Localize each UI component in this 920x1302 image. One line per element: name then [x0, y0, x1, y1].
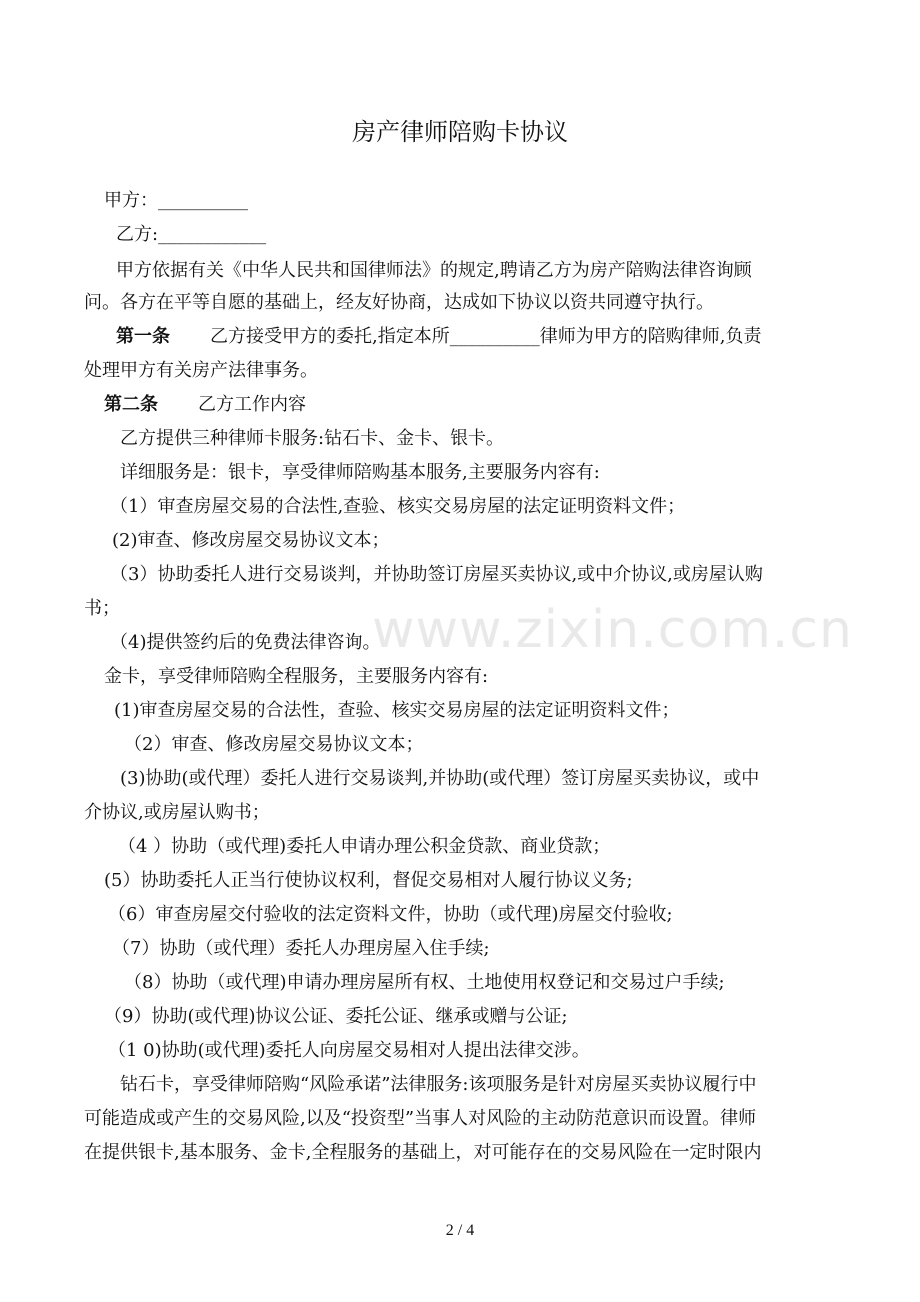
- silver-item-2: (2)审查、修改房屋交易协议文本；: [112, 530, 390, 551]
- gold-item-3-line-2: 介协议,或房屋认购书；: [84, 802, 270, 823]
- gold-item-2: （2）审查、修改房屋交易协议文本；: [124, 734, 424, 755]
- party-b-line: 乙方:____________: [116, 224, 267, 245]
- article-1-line-1: [0, 324, 920, 350]
- gold-item-7: （7）协助（或代理）委托人办理房屋入住手续;: [112, 938, 490, 959]
- gold-card-intro: 金卡，享受律师陪购全程服务，主要服务内容有:: [104, 666, 489, 687]
- document-title: 房产律师陪购卡协议: [352, 118, 568, 146]
- article-2-label: 第二条: [104, 394, 158, 415]
- intro-paragraph-line-2: 问。各方在平等自愿的基础上，经友好协商，达成如下协议以资共同遵守执行。: [84, 292, 714, 313]
- silver-card-intro: 详细服务是：银卡，享受律师陪购基本服务,主要服务内容有:: [120, 462, 600, 483]
- watermark: www.zixin.com.cn: [372, 600, 853, 660]
- gold-item-3-line-1: (3)协助(或代理）委托人进行交易谈判,并协助(或代理）签订房屋买卖协议，或中: [120, 768, 760, 789]
- intro-paragraph-line-1: 甲方依据有关《中华人民共和国律师法》的规定,聘请乙方为房产陪购法律咨询顾: [116, 260, 752, 281]
- article-2-text: 乙方工作内容: [198, 394, 306, 415]
- silver-item-3-line-2: 书；: [84, 598, 120, 619]
- gold-item-10: （1 0)协助(或代理)委托人向房屋交易相对人提出法律交涉。: [108, 1040, 590, 1061]
- diamond-card-line-1: 钻石卡，享受律师陪购“风险承诺”法律服务:该项服务是针对房屋买卖协议履行中: [120, 1074, 757, 1095]
- silver-item-1: （1）审查房屋交易的合法性,查验、核实交易房屋的法定证明资料文件；: [110, 496, 686, 517]
- gold-item-9: （9）协助(或代理)协议公证、委托公证、继承或赠与公证;: [104, 1006, 568, 1027]
- page-number: 2 / 4: [445, 1222, 475, 1239]
- gold-item-8: （8）协助（或代理)申请办理房屋所有权、土地使用权登记和交易过户手续;: [124, 972, 725, 993]
- article-1-text: 乙方接受甲方的委托,指定本所__________律师为甲方的陪购律师,负责: [210, 326, 762, 347]
- silver-item-4: （4)提供签约后的免费法律咨询。: [110, 632, 381, 653]
- gold-item-6: （6）审查房屋交付验收的法定资料文件，协助（或代理)房屋交付验收;: [108, 904, 673, 925]
- article-2-line: [0, 392, 920, 418]
- diamond-card-line-3: 在提供银卡,基本服务、金卡,全程服务的基础上，对可能存在的交易风险在一定时限内: [84, 1142, 762, 1163]
- silver-item-3-line-1: （3）协助委托人进行交易谈判，并协助签订房屋买卖协议,或中介协议,或房屋认购: [110, 564, 763, 585]
- party-a-line: 甲方：__________: [104, 190, 248, 211]
- article-1-line-2: 处理甲方有关房产法律事务。: [84, 360, 318, 381]
- services-line: 乙方提供三种律师卡服务:钻石卡、金卡、银卡。: [120, 428, 505, 449]
- article-1-label: 第一条: [116, 326, 170, 347]
- diamond-card-line-2: 可能造成或产生的交易风险,以及“投资型”当事人对风险的主动防范意识而设置。律师: [84, 1108, 757, 1129]
- gold-item-5: (5）协助委托人正当行使协议权利，督促交易相对人履行协议义务;: [104, 870, 633, 891]
- gold-item-4: （4 ）协助（或代理)委托人申请办理公积金贷款、商业贷款；: [118, 836, 611, 857]
- gold-item-1: (1)审查房屋交易的合法性，查验、核实交易房屋的法定证明资料文件；: [114, 700, 680, 721]
